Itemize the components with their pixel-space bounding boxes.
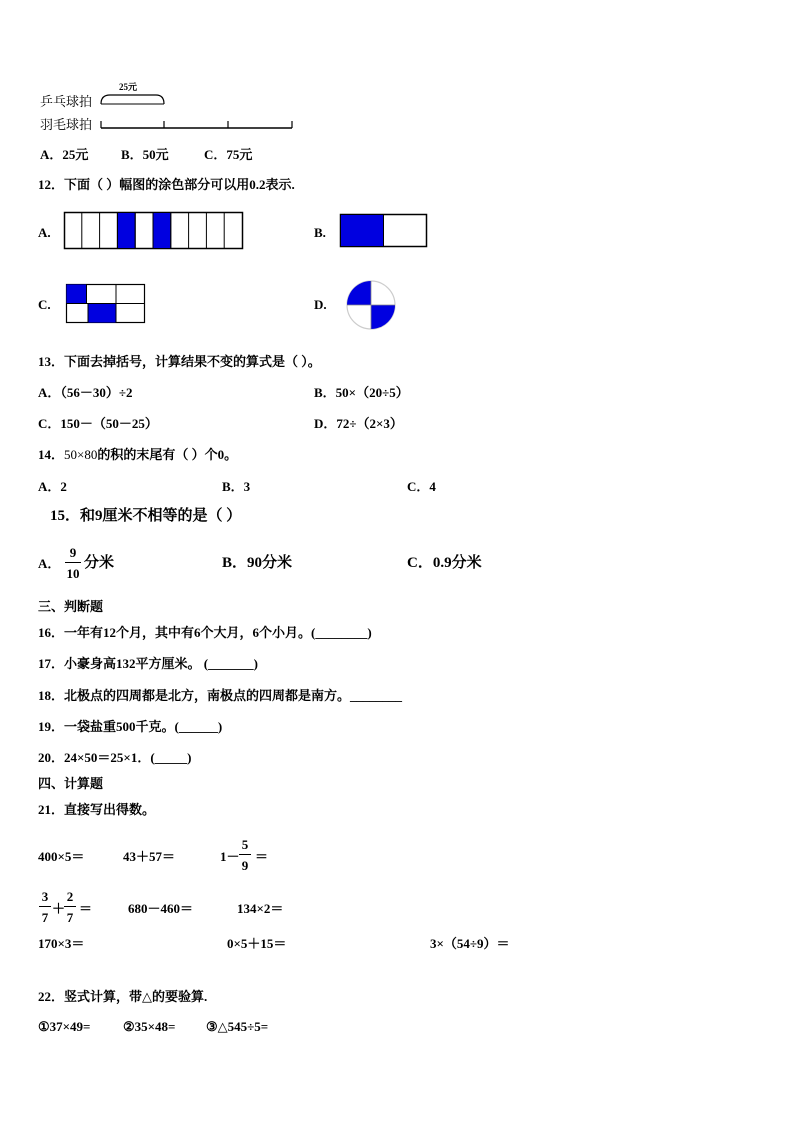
- q21-item-4-line2: [64, 906, 76, 907]
- q22-item-2: ②35×48=: [123, 1019, 176, 1034]
- q21-item-3-pre: 1－: [220, 849, 240, 864]
- q13-option-a: A．（56－30）÷2: [38, 385, 133, 400]
- section3-title: 三、判断题: [38, 599, 104, 614]
- q15-option-b: B．90分米: [222, 555, 293, 571]
- q11-option-a: A．25元: [40, 147, 89, 162]
- q12-figure-b: [340, 214, 428, 248]
- section4-title: 四、计算题: [38, 776, 104, 791]
- q19: 19．一袋盐重500千克。(______): [38, 719, 223, 734]
- q14-option-a: A．2: [38, 479, 67, 494]
- q15-frac-line: [65, 562, 81, 563]
- q22-stem: 22．竖式计算，带△的要验算.: [38, 989, 208, 1004]
- q16: 16．一年有12个月，其中有6个大月，6个小月。(________): [38, 625, 372, 640]
- q21-item-3-post: ＝: [255, 849, 269, 864]
- q12-label-a: A.: [38, 225, 51, 240]
- q21-item-4-d2: 7: [66, 910, 74, 925]
- q21-item-4-post: ＝: [79, 901, 93, 916]
- q12-figure-a: [64, 212, 244, 250]
- q21-item-1: 400×5＝: [38, 849, 85, 864]
- q12-label-c: C.: [38, 297, 51, 312]
- q21-item-4-op: ＋: [52, 901, 66, 916]
- segment-diagram: [0, 0, 300, 135]
- q13-option-b: B．50×（20÷5）: [314, 385, 409, 400]
- q22-item-3: ③△545÷5=: [206, 1019, 269, 1034]
- q17: 17．小豪身高132平方厘米。 (_______): [38, 656, 258, 671]
- q15-stem: 15．和9厘米不相等的是（ ）: [50, 508, 242, 524]
- q15-frac-den: 10: [66, 566, 80, 581]
- q18: 18．北极点的四周都是北方，南极点的四周都是南方。________: [38, 688, 403, 703]
- q21-item-8: 0×5＋15＝: [227, 936, 287, 951]
- q13-option-c: C．150－（50－25）: [38, 416, 158, 431]
- q14-expression: 50×80: [64, 447, 98, 462]
- q12-figure-d: [345, 278, 397, 332]
- q20: 20．24×50＝25×1．(_____): [38, 750, 192, 765]
- q13-option-d: D．72÷（2×3）: [314, 416, 403, 431]
- q12-label-b: B.: [314, 225, 326, 240]
- q21-item-4-line1: [39, 906, 51, 907]
- q15-frac-num: 9: [69, 545, 77, 560]
- brace-label: 25元: [119, 82, 138, 92]
- q21-stem: 21．直接写出得数。: [38, 802, 156, 817]
- q12-figure-c: [66, 284, 146, 324]
- q21-item-6: 134×2＝: [237, 901, 284, 916]
- q14-stem: [38, 448, 237, 461]
- q15-option-a-unit: 分米: [84, 555, 115, 571]
- q14-number: 14．: [38, 447, 65, 462]
- q12-label-d: D.: [314, 297, 327, 312]
- q21-item-7: 170×3＝: [38, 936, 85, 951]
- q21-item-2: 43＋57＝: [123, 849, 176, 864]
- q21-item-4-n2: 2: [66, 889, 74, 904]
- q15-option-a-prefix: A．: [38, 556, 61, 571]
- q13-stem: 13．下面去掉括号，计算结果不变的算式是（ ）。: [38, 354, 321, 369]
- q21-item-3-num: 5: [241, 837, 249, 852]
- badminton-label: 羽毛球拍: [40, 117, 93, 132]
- q21-item-4-n1: 3: [41, 889, 49, 904]
- q12-stem: 12．下面（ ）幅图的涂色部分可以用0.2表示.: [38, 177, 295, 192]
- q11-option-b: B．50元: [121, 147, 169, 162]
- q14-stem-text: 的积的末尾有（ ）个0。: [97, 447, 238, 462]
- q14-option-c: C．4: [407, 479, 436, 494]
- q21-item-5: 680－460＝: [128, 901, 194, 916]
- q21-item-4-d1: 7: [41, 910, 49, 925]
- q15-option-c: C．0.9分米: [407, 555, 482, 571]
- q22-item-1: ①37×49=: [38, 1019, 91, 1034]
- brace: [101, 95, 164, 104]
- q21-item-3-den: 9: [241, 858, 249, 873]
- q21-item-3-line: [239, 854, 251, 855]
- q14-option-b: B．3: [222, 479, 251, 494]
- q21-item-9: 3×（54÷9）＝: [430, 936, 510, 951]
- q11-option-c: C．75元: [204, 147, 253, 162]
- ping-pong-label: 乒乓球拍: [40, 94, 93, 109]
